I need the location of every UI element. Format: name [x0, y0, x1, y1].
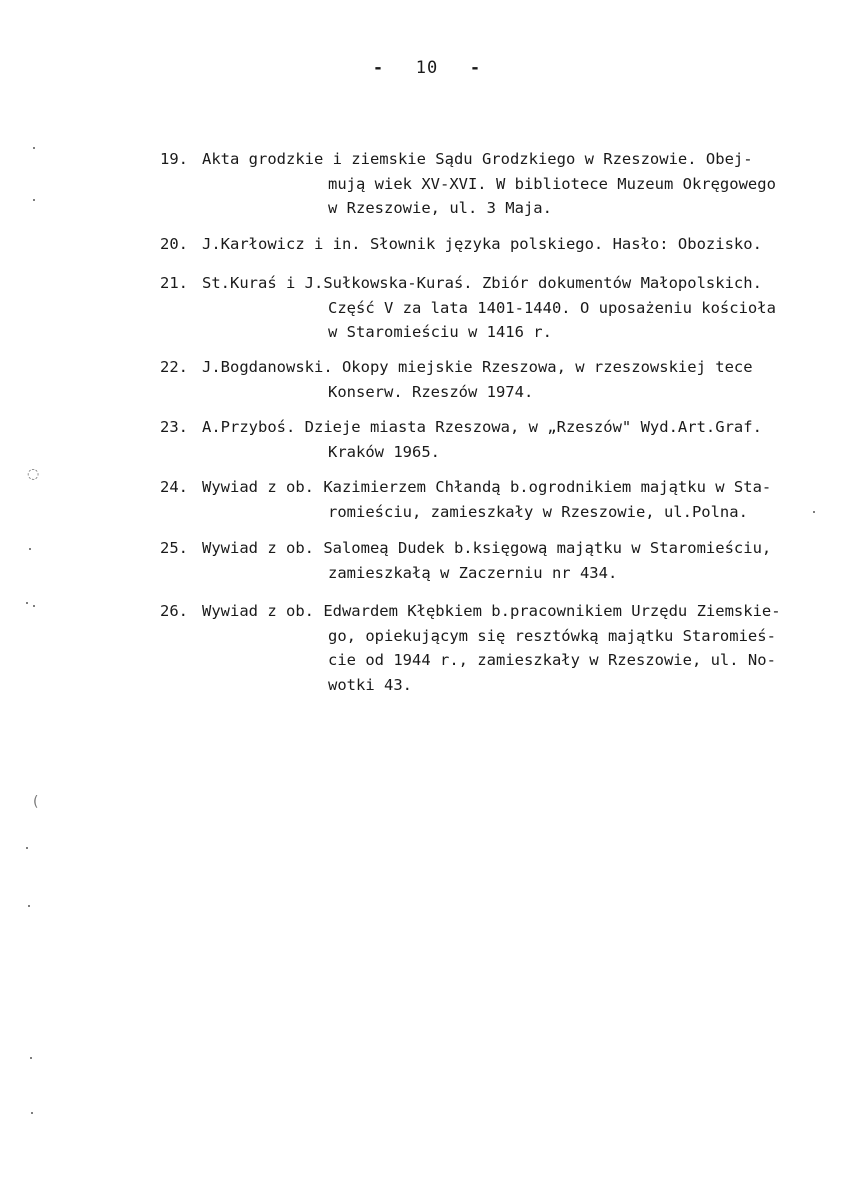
- entry-line: Akta grodzkie i ziemskie Sądu Grodzkiego w Rzeszowie. Obej-: [202, 150, 753, 168]
- page-number: [0, 58, 854, 78]
- entry-line: J.Bogdanowski. Okopy miejskie Rzeszowa, w rzeszowskiej tece: [202, 358, 753, 376]
- scan-speck: [30, 1057, 32, 1059]
- bibliography-entry: [160, 271, 850, 345]
- entry-line: mują wiek XV-XVI. W bibliotece Muzeum Okręgowego: [328, 174, 776, 193]
- entry-line: romieściu, zamieszkały w Rzeszowie, ul.Polna.: [328, 502, 748, 521]
- entry-line: zamieszkałą w Zaczerniu nr 434.: [328, 563, 618, 582]
- entry-number: 26.: [160, 602, 188, 620]
- entry-number: 21.: [160, 274, 188, 292]
- entry-line: Część V za lata 1401-1440. O uposażeniu kościoła: [328, 298, 776, 317]
- entry-line: Kraków 1965.: [328, 442, 440, 461]
- entry-line: Wywiad z ob. Edwardem Kłębkiem b.pracownikiem Urzędu Ziemskie-: [202, 602, 781, 620]
- entry-line: St.Kuraś i J.Sułkowska-Kuraś. Zbiór dokumentów Małopolskich.: [202, 274, 762, 292]
- bibliography-entry: [160, 415, 850, 464]
- scan-speck: [813, 511, 815, 513]
- page-number-value: 10: [415, 58, 439, 78]
- bibliography-entry: [160, 232, 850, 257]
- entry-line: w Staromieściu w 1416 r.: [328, 323, 552, 341]
- entry-line: cie od 1944 r., zamieszkały w Rzeszowie, ul. No-: [328, 651, 776, 669]
- page-number-dash-left: -: [372, 58, 385, 78]
- entry-number: 25.: [160, 539, 188, 557]
- scan-speck: [28, 905, 30, 907]
- entry-line: wotki 43.: [328, 675, 412, 694]
- scan-speck: [33, 147, 35, 149]
- entry-number: 19.: [160, 150, 188, 168]
- scan-speck: [33, 605, 35, 607]
- bibliography-entry: [160, 599, 850, 697]
- entry-number: 22.: [160, 358, 188, 376]
- entry-line: w Rzeszowie, ul. 3 Maja.: [328, 199, 552, 217]
- entry-line: go, opiekującym się resztówką majątku Staromieś-: [328, 626, 776, 645]
- scan-speck: [33, 199, 35, 201]
- entry-number: 20.: [160, 235, 188, 253]
- scan-speck: [26, 847, 28, 849]
- bibliography-entry: [160, 536, 850, 585]
- page-number-dash-right: -: [469, 58, 482, 78]
- entry-line: J.Karłowicz i in. Słownik języka polskiego. Hasło: Obozisko.: [202, 235, 762, 253]
- margin-paren-mark: (: [33, 794, 39, 810]
- margin-hole-mark: ◌: [27, 466, 40, 482]
- scan-speck: [26, 602, 28, 604]
- entry-line: Wywiad z ob. Salomeą Dudek b.księgową majątku w Staromieściu,: [202, 539, 772, 557]
- entry-number: 24.: [160, 478, 188, 496]
- scan-speck: [29, 548, 31, 550]
- bibliography-entry: [160, 147, 850, 221]
- bibliography-entry: [160, 355, 850, 404]
- entry-number: 23.: [160, 418, 188, 436]
- scan-speck: [31, 1112, 33, 1114]
- entry-line: Konserw. Rzeszów 1974.: [328, 382, 534, 401]
- entry-line: A.Przyboś. Dzieje miasta Rzeszowa, w „Rzeszów" Wyd.Art.Graf.: [202, 418, 762, 436]
- bibliography-entry: [160, 475, 850, 524]
- entry-line: Wywiad z ob. Kazimierzem Chłandą b.ogrodnikiem majątku w Sta-: [202, 478, 772, 496]
